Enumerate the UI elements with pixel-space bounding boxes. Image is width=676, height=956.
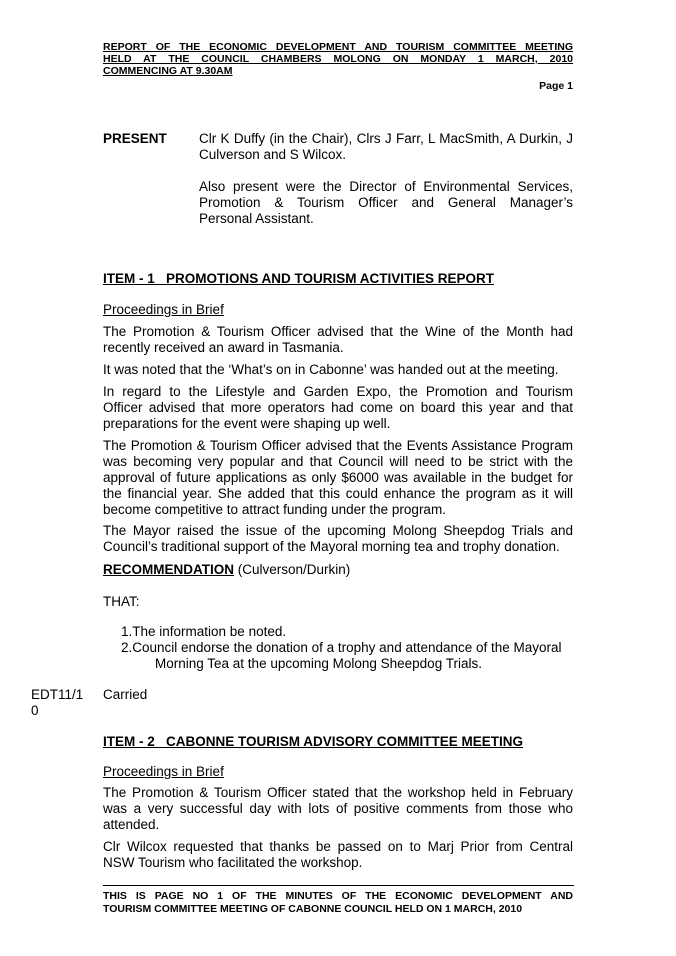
- recommendation-label: RECOMMENDATION: [103, 562, 234, 577]
- item2-p1-line-1: The Promotion & Tourism Officer stated that the workshop held in February: [103, 785, 573, 800]
- present-line-1: Clr K Duffy (in the Chair), Clrs J Farr, L MacSmith, A Durkin, J: [199, 131, 573, 146]
- item2-heading: ITEM - 2 CABONNE TOURISM ADVISORY COMMITTEE MEETING: [103, 734, 524, 749]
- resolution-item-2: 2.Council endorse the donation of a trophy and attendance of the Mayoral: [121, 640, 562, 655]
- item1-paragraph-3: [103, 384, 573, 432]
- item1-p4-line-3: approval of future applications as only $6000 was available in the budget for: [103, 470, 573, 485]
- item1-p3-line-3: preparations for the event were shaping up well.: [103, 416, 391, 431]
- also-present: [199, 179, 573, 227]
- resolution-item-2-cont: Morning Tea at the upcoming Molong Sheepdog Trials.: [155, 656, 482, 671]
- report-header: [103, 41, 573, 77]
- item1-p4-line-5: become competitive to attract funding under the program.: [103, 502, 446, 517]
- item1-paragraph-2: It was noted that the ‘What’s on in Cabonne’ was handed out at the meeting.: [103, 362, 559, 377]
- item2-proceedings-heading: Proceedings in Brief: [103, 764, 224, 779]
- recommendation: [103, 562, 350, 578]
- item1-p5-line-1: The Mayor raised the issue of the upcoming Molong Sheepdog Trials and: [103, 523, 573, 538]
- also-line-1: Also present were the Director of Environmental Services,: [199, 179, 573, 194]
- resolution-item-1: 1.The information be noted.: [121, 624, 287, 639]
- present-line-2: Culverson and S Wilcox.: [199, 147, 347, 162]
- footer-line-1: THIS IS PAGE NO 1 OF THE MINUTES OF THE ECONOMIC DEVELOPMENT AND: [103, 890, 573, 902]
- header-line-2: HELD AT THE COUNCIL CHAMBERS MOLONG ON MONDAY 1 MARCH, 2010: [103, 53, 573, 65]
- page-footer: [103, 890, 573, 916]
- resolution-number-line-1: EDT11/1: [31, 687, 84, 702]
- footer-divider: [103, 885, 574, 886]
- present-attendees: [199, 131, 573, 163]
- item2-p1-line-3: attended.: [103, 817, 160, 832]
- item2-paragraph-2: [103, 839, 573, 871]
- item1-p5-line-2: Council’s traditional support of the Mayoral morning tea and trophy donation.: [103, 539, 560, 554]
- item1-proceedings-heading: Proceedings in Brief: [103, 302, 224, 317]
- item1-p4-line-2: was becoming very popular and that Council will need to be strict with the: [103, 454, 573, 469]
- also-line-2: Promotion & Tourism Officer and General Manager’s: [199, 195, 573, 210]
- carried-status: Carried: [103, 687, 148, 702]
- item1-p4-line-1: The Promotion & Tourism Officer advised that the Events Assistance Program: [103, 438, 573, 453]
- item2-paragraph-1: [103, 785, 573, 833]
- footer-line-2: TOURISM COMMITTEE MEETING OF CABONNE COUNCIL HELD ON 1 MARCH, 2010: [103, 903, 523, 915]
- also-line-3: Personal Assistant.: [199, 211, 314, 226]
- item1-heading: ITEM - 1 PROMOTIONS AND TOURISM ACTIVITIES REPORT: [103, 271, 495, 286]
- present-label: PRESENT: [103, 131, 167, 146]
- item1-p3-line-1: In regard to the Lifestyle and Garden Expo, the Promotion and Tourism: [103, 384, 573, 399]
- item1-p1-line-2: recently received an award in Tasmania.: [103, 340, 344, 355]
- header-line-3: COMMENCING AT 9.30AM: [103, 65, 233, 77]
- item1-p1-line-1: The Promotion & Tourism Officer advised that the Wine of the Month had: [103, 324, 573, 339]
- recommendation-movers: (Culverson/Durkin): [234, 562, 351, 577]
- item1-paragraph-1: [103, 324, 573, 356]
- item1-p4-line-4: the financial year. She added that this could enhance the program as it will: [103, 486, 573, 501]
- item1-p3-line-2: Officer advised that more operators had come on board this year and that: [103, 400, 573, 415]
- item1-paragraph-5: [103, 523, 573, 555]
- page-number: Page 1: [539, 80, 573, 92]
- resolution-number: [31, 687, 83, 719]
- header-line-1: REPORT OF THE ECONOMIC DEVELOPMENT AND TOURISM COMMITTEE MEETING: [103, 41, 573, 53]
- that-label: THAT:: [103, 594, 140, 609]
- item1-paragraph-4: [103, 438, 573, 518]
- item2-p2-line-2: NSW Tourism who facilitated the workshop.: [103, 855, 363, 870]
- resolution-number-line-2: 0: [31, 703, 39, 718]
- item2-p2-line-1: Clr Wilcox requested that thanks be passed on to Marj Prior from Central: [103, 839, 573, 854]
- item2-p1-line-2: was a very successful day with lots of positive comments from those who: [103, 801, 573, 816]
